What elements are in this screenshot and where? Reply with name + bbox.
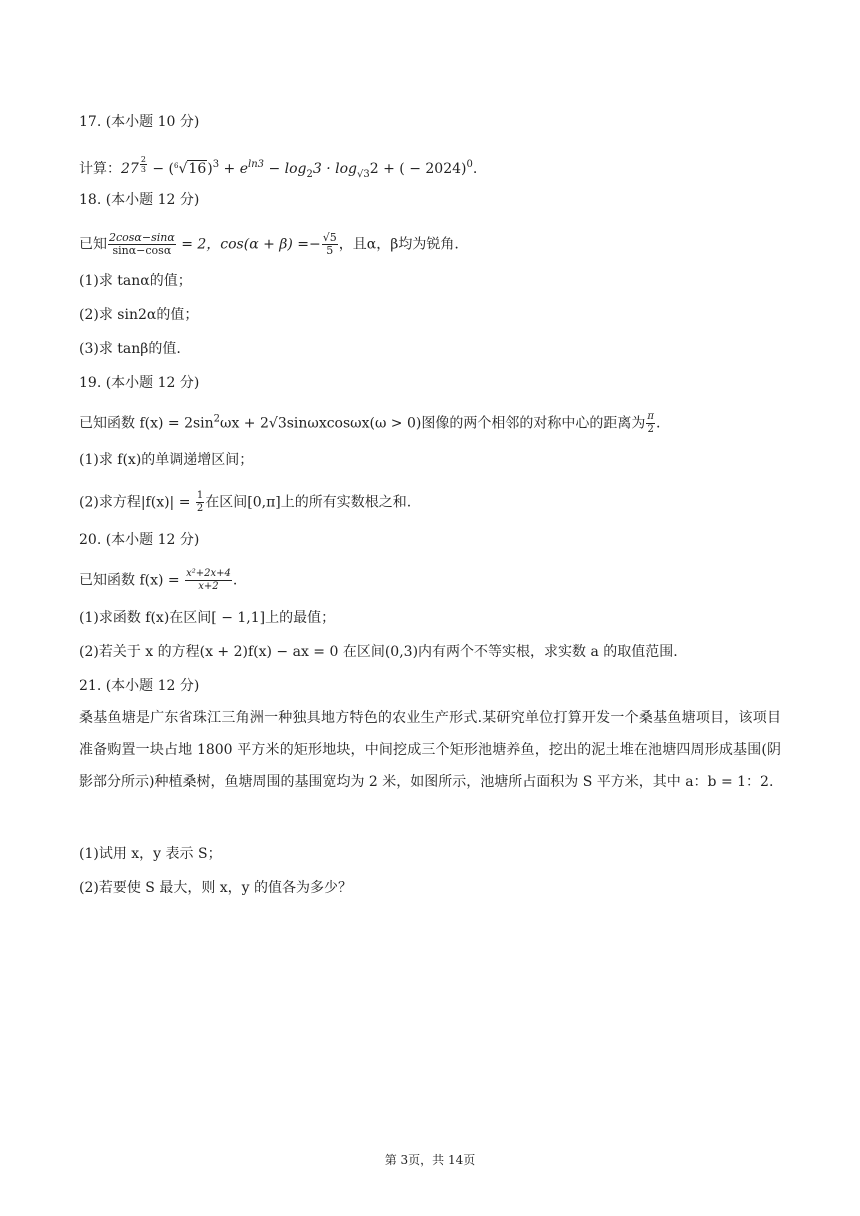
q19-part1: (1)求 f(x)的单调递增区间； (79, 452, 254, 468)
q19-part2: (2)求方程|f(x)| = $\frac{1}{2}$ 在区间[0,π]上的所有实数根之和. (79, 490, 412, 514)
q20-part1: (1)求函数 f(x)在区间[ − 1,1]上的最值； (79, 610, 336, 626)
q17-heading: 17. (本小题 10 分) (79, 114, 200, 130)
q20-stem: 已知函数 f(x) = $\frac{\text{x²+2x+4}}{x+2}$ . (79, 568, 238, 592)
q18-condition: 已知 $\frac{2\cos\alpha-\sin\alpha}{\sin\alpha-\cos\alpha}$ = 2，cos(α + β) =− $\frac{√5}{5}$ ，且α，β均为锐角. (79, 231, 459, 257)
q21-part2: (2)若要使 S 最大，则 x，y 的值各为多少？ (79, 880, 353, 896)
q21-heading: 21. (本小题 12 分) (79, 678, 200, 694)
q21-body: 桑基鱼塘是广东省珠江三角洲一种独具地方特色的农业生产形式.某研究单位打算开发一个桑基鱼塘项目，该项目准备购置一块占地 1800 平方米的矩形地块，中间挖成三个矩形池塘养鱼，挖出的泥土堆在池塘四周形成基围(阴影部分所示)种植桑树，鱼塘周围的基围宽均为 2 米，如图所示，池塘所占面积为 S 平方米，其中 a：b = 1：2. (79, 710, 781, 790)
q19-half: $\frac{1}{2}$ (196, 490, 204, 514)
q18-heading: 18. (本小题 12 分) (79, 192, 200, 208)
q17-expression: 计算：27 $^{\frac{2}{3}}$ − $(^6√16)^3 + e^{ln3} - \log_23 \cdot \log_{√3}2$ + ( − 2024)$^0$. (79, 155, 478, 180)
q18-part2: (2)求 sin2α的值； (79, 307, 199, 323)
q20-fraction: $\frac{\text{x²+2x+4}}{x+2}$ (186, 568, 231, 592)
q18-part1: (1)求 tanα的值； (79, 273, 192, 289)
q18-fraction: $\frac{2\cos\alpha-\sin\alpha}{\sin\alpha-\cos\alpha}$ (109, 231, 175, 257)
q20-part2: (2)若关于 x 的方程(x + 2)f(x) − ax = 0 在区间(0,3)内有两个不等实根，求实数 a 的取值范围. (79, 644, 678, 660)
page-footer: 第 3页，共 14页 (384, 1153, 476, 1167)
q19-pi-over-2: $\frac{\pi}{2}$ (647, 411, 654, 435)
q20-heading: 20. (本小题 12 分) (79, 532, 200, 548)
q19-heading: 19. (本小题 12 分) (79, 375, 200, 391)
q21-part1: (1)试用 x，y 表示 S； (79, 846, 222, 862)
q18-sqrt5-fraction: $\frac{√5}{5}$ (322, 231, 337, 257)
q19-stem: 已知函数 $f(x) = 2\sin^2\omega x + 2√3\sin\omega xcos\omega x(\omega > 0)$图像的两个相邻的对称中心的距离为 $\frac{\pi}{2}$ . (79, 411, 661, 435)
q18-part3: (3)求 tanβ的值. (79, 341, 181, 357)
